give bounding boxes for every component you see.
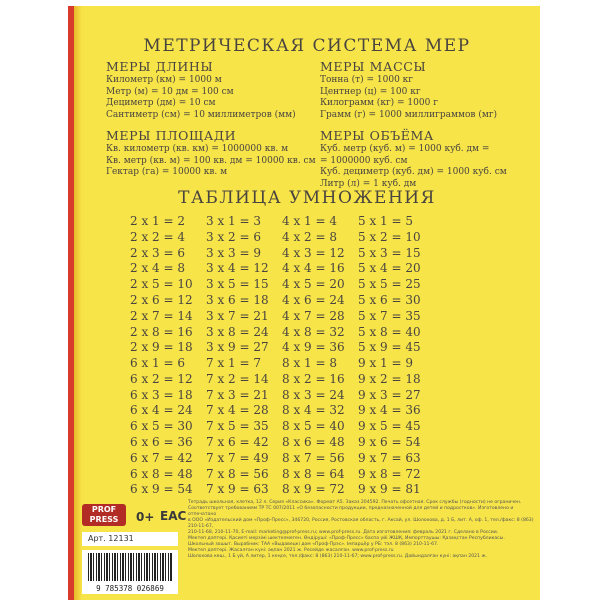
multiplication-fact: 9 x 7 = 63 <box>358 450 421 465</box>
measure-line: = 1000000 куб. см <box>320 155 408 166</box>
multiplication-fact: 9 x 4 = 36 <box>358 403 421 418</box>
multiplication-fact: 6 x 3 = 18 <box>130 387 193 402</box>
multiplication-fact: 7 x 3 = 21 <box>206 387 269 402</box>
measure-line: Килограмм (кг) = 1000 г <box>320 98 438 108</box>
multiplication-fact: 3 x 7 = 21 <box>206 308 269 323</box>
measure-line: Тонна (т) = 1000 кг <box>320 75 414 85</box>
multiplication-fact: 9 x 5 = 45 <box>358 419 421 434</box>
logo-text-bottom: PRESS <box>89 515 119 524</box>
multiplication-fact: 5 x 3 = 15 <box>358 245 421 260</box>
multiplication-fact: 8 x 7 = 56 <box>282 450 345 465</box>
measure-line: Гектар (га) = 10000 кв. м <box>106 167 228 177</box>
metric-system-title: МЕТРИЧЕСКАЯ СИСТЕМА МЕР <box>143 36 471 56</box>
multiplication-fact: 4 x 1 = 4 <box>282 214 337 228</box>
measure-line: Дециметр (дм) = 10 см <box>106 98 216 108</box>
multiplication-fact: 7 x 2 = 14 <box>206 371 269 386</box>
multiplication-fact: 5 x 2 = 10 <box>358 229 421 244</box>
measure-line: Грамм (г) = 1000 миллиграммов (мг) <box>320 109 498 120</box>
multiplication-fact: 5 x 5 = 25 <box>358 277 421 292</box>
multiplication-fact: 5 x 7 = 35 <box>358 308 421 323</box>
multiplication-column <box>358 214 438 356</box>
fine-print-line: Тетрадь школьная, клетка, 12 л. Серия «Классика». Формат А5. Заказ 204592. Печать офсетная. Срок службы (годности) не ограничен. <box>188 500 522 505</box>
multiplication-fact: 4 x 6 = 24 <box>282 292 345 307</box>
multiplication-fact: 3 x 4 = 12 <box>206 261 269 276</box>
barcode <box>82 550 178 594</box>
multiplication-fact: 3 x 5 = 15 <box>206 277 269 292</box>
multiplication-fact: 3 x 6 = 18 <box>206 292 269 307</box>
multiplication-fact: 7 x 8 = 56 <box>206 466 269 481</box>
multiplication-fact: 4 x 2 = 8 <box>282 229 337 244</box>
fine-print-line: Мектеп дәптері. Жасалған күні: ақпан 2021 ж. Ресейде жасалған. www.prof-press.ru <box>188 548 394 553</box>
multiplication-fact: 9 x 2 = 18 <box>358 371 421 386</box>
multiplication-fact: 9 x 6 = 54 <box>358 434 421 449</box>
logo-text-top: PROF <box>91 505 117 514</box>
fine-print-line: Мектеп дәптері. Қасиеті мерзімі шектелмеген. Өндіруші: «Проф-Пресс» баспа үйі ЖШҚ. Импорттаушы: Қазақстан Республикасы. <box>188 536 505 541</box>
multiplication-fact: 8 x 9 = 72 <box>282 482 345 497</box>
volume-heading: МЕРЫ ОБЪЁМА <box>320 128 434 143</box>
measure-line: Куб. метр (куб. м) = 1000 куб. дм = <box>320 144 490 154</box>
measure-line: Центнер (ц) = 100 кг <box>320 86 421 97</box>
multiplication-fact: 9 x 8 = 72 <box>358 466 421 481</box>
notebook-cover <box>68 6 540 600</box>
multiplication-fact: 7 x 6 = 42 <box>206 434 269 449</box>
multiplication-fact: 8 x 8 = 64 <box>282 466 345 481</box>
multiplication-table-title: ТАБЛИЦА УМНОЖЕНИЯ <box>178 188 436 208</box>
multiplication-fact: 5 x 9 = 45 <box>358 340 421 355</box>
barcode-bars <box>88 553 172 581</box>
multiplication-fact: 3 x 8 = 24 <box>206 324 269 339</box>
multiplication-fact: 5 x 4 = 20 <box>358 261 421 276</box>
fine-print-line: Шолохова көш., 1 Б үй, А литер, 1 кеңсе, тел./факс: 8 (863) 210-11-67; www.prof-press.ru. Дайындалған күні: ақпан 2021 ж. <box>188 554 488 559</box>
multiplication-fact: 6 x 9 = 54 <box>130 482 193 497</box>
fine-print-line: Школьный зошыт. Вырабник: ТАА «Выдавецкi дом «Проф-Прэс». Iмпарцёр у РБ: тэл. 8 (863) 210-11-67. <box>188 542 439 547</box>
multiplication-fact: 8 x 2 = 16 <box>282 371 345 386</box>
multiplication-fact: 4 x 9 = 36 <box>282 340 345 355</box>
measure-line: Литр (л) = 1 куб. дм <box>320 178 417 189</box>
multiplication-fact: 3 x 3 = 9 <box>206 245 261 260</box>
measures-left-column <box>106 59 316 186</box>
multiplication-fact: 5 x 8 = 40 <box>358 324 421 339</box>
fine-print <box>188 500 538 560</box>
multiplication-fact: 8 x 3 = 24 <box>282 387 345 402</box>
multiplication-fact: 7 x 9 = 63 <box>206 482 269 497</box>
length-heading: МЕРЫ ДЛИНЫ <box>106 59 214 74</box>
multiplication-fact: 3 x 9 = 27 <box>206 340 269 355</box>
multiplication-fact: 7 x 1 = 7 <box>206 356 261 370</box>
multiplication-fact: 6 x 7 = 42 <box>130 450 193 465</box>
multiplication-fact: 5 x 6 = 30 <box>358 292 421 307</box>
multiplication-fact: 6 x 5 = 30 <box>130 419 193 434</box>
mass-measures <box>320 59 546 121</box>
multiplication-fact: 8 x 1 = 8 <box>282 356 337 370</box>
eac-certification-mark: EAC <box>160 509 187 523</box>
fine-print-line: в ООО «Издательский дом «Проф-Пресс», 346720, Россия, Ростовская область, г. Аксай, ул. Шолохова, д. 1 Б, лит. А, оф. 1, тел./факс: 8 (863) 210-11-67, <box>188 518 534 529</box>
multiplication-fact: 6 x 8 = 48 <box>130 466 193 481</box>
multiplication-fact: 9 x 9 = 81 <box>358 482 421 497</box>
multiplication-fact: 3 x 1 = 3 <box>206 214 261 228</box>
multiplication-fact: 2 x 8 = 16 <box>130 324 193 339</box>
multiplication-fact: 3 x 2 = 6 <box>206 229 261 244</box>
length-measures <box>106 59 306 121</box>
multiplication-fact: 4 x 3 = 12 <box>282 245 345 260</box>
area-heading: МЕРЫ ПЛОЩАДИ <box>106 128 237 143</box>
multiplication-fact: 9 x 1 = 9 <box>358 356 413 370</box>
multiplication-column <box>282 214 362 356</box>
multiplication-column <box>206 214 286 356</box>
measure-line: Сантиметр (см) = 10 миллиметров (мм) <box>106 109 296 120</box>
multiplication-fact: 8 x 4 = 32 <box>282 403 345 418</box>
volume-measures <box>320 128 546 190</box>
multiplication-fact: 2 x 3 = 6 <box>130 245 185 260</box>
measure-line: Метр (м) = 10 дм = 100 см <box>106 86 234 97</box>
multiplication-fact: 2 x 1 = 2 <box>130 214 185 228</box>
multiplication-fact: 7 x 7 = 49 <box>206 450 269 465</box>
article-number: Арт. 12131 <box>82 532 178 546</box>
measure-line: Километр (км) = 1000 м <box>106 75 222 85</box>
area-measures <box>106 128 316 179</box>
multiplication-fact: 5 x 1 = 5 <box>358 214 413 228</box>
age-rating-badge: 0+ <box>136 510 155 524</box>
back-cover-footer <box>74 474 540 600</box>
mass-heading: МЕРЫ МАССЫ <box>320 59 427 74</box>
multiplication-fact: 8 x 6 = 48 <box>282 434 345 449</box>
measure-line: Куб. дециметр (куб. дм) = 1000 куб. см <box>320 167 507 177</box>
multiplication-fact: 4 x 4 = 16 <box>282 261 345 276</box>
measure-line: Кв. километр (кв. км) = 1000000 кв. м <box>106 144 289 154</box>
multiplication-fact: 6 x 1 = 6 <box>130 356 185 370</box>
multiplication-fact: 8 x 5 = 40 <box>282 419 345 434</box>
multiplication-fact: 2 x 9 = 18 <box>130 340 193 355</box>
barcode-number: 9 785378 026869 <box>96 584 164 593</box>
fine-print-line: Соответствует требованиям ТР ТС 007/2011 «О безопасности продукции, предназначенной для детей и подростков». Изготовлено и отпечатано <box>188 506 514 517</box>
multiplication-fact: 4 x 8 = 32 <box>282 324 345 339</box>
multiplication-fact: 2 x 5 = 10 <box>130 277 193 292</box>
multiplication-fact: 2 x 2 = 4 <box>130 229 185 244</box>
multiplication-fact: 4 x 7 = 28 <box>282 308 345 323</box>
multiplication-fact: 2 x 4 = 8 <box>130 261 185 276</box>
multiplication-fact: 4 x 5 = 20 <box>282 277 345 292</box>
measure-line: Кв. метр (кв. м) = 100 кв. дм = 10000 кв. см <box>106 155 316 166</box>
multiplication-fact: 6 x 6 = 36 <box>130 434 193 449</box>
multiplication-fact: 9 x 3 = 27 <box>358 387 421 402</box>
multiplication-fact: 6 x 2 = 12 <box>130 371 193 386</box>
fine-print-line: 210-11-68, 210-11-70, E-mail: marketing@prof-press.ru; www.prof-press.ru. Дата изготовления: февраль 2021 г. Сделано в России. <box>188 530 499 535</box>
multiplication-fact: 2 x 7 = 14 <box>130 308 193 323</box>
multiplication-column <box>130 214 210 356</box>
multiplication-fact: 2 x 6 = 12 <box>130 292 193 307</box>
multiplication-fact: 6 x 4 = 24 <box>130 403 193 418</box>
measures-right-column <box>320 59 546 197</box>
multiplication-fact: 7 x 4 = 28 <box>206 403 269 418</box>
multiplication-fact: 7 x 5 = 35 <box>206 419 269 434</box>
publisher-logo <box>82 504 126 526</box>
